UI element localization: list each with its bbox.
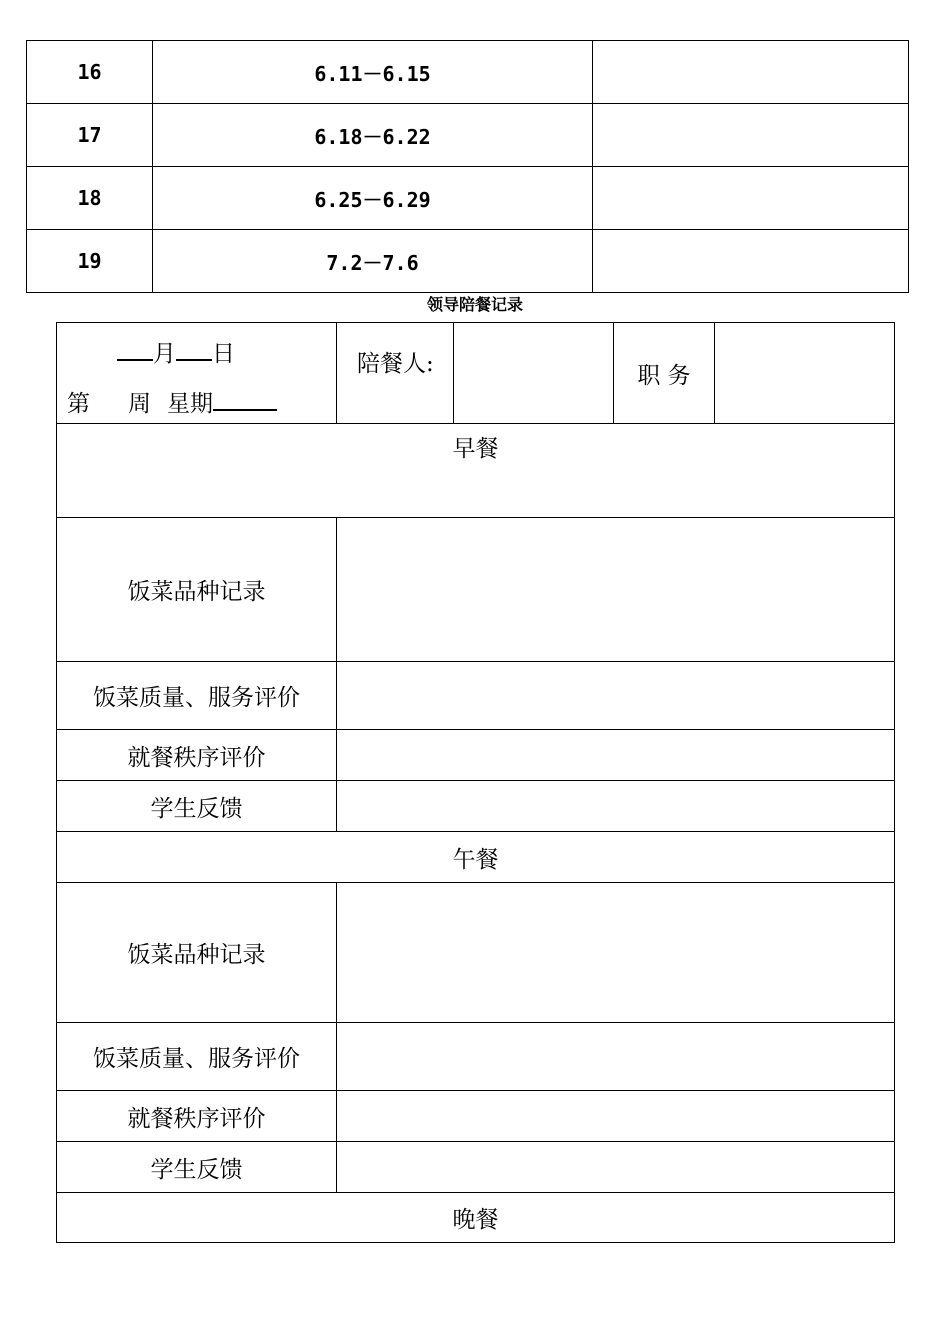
position-field[interactable] <box>715 323 895 424</box>
breakfast-heading: 早餐 <box>57 424 895 518</box>
table-row <box>27 41 909 104</box>
note-cell[interactable] <box>593 230 909 293</box>
breakfast-quality-field[interactable] <box>337 662 895 730</box>
breakfast-row <box>57 424 895 518</box>
weekday-label: 星期 <box>167 391 213 417</box>
feedback-label: 学生反馈 <box>57 1142 337 1193</box>
date-cell[interactable] <box>57 323 337 424</box>
week-suffix: 周 <box>128 391 151 417</box>
quality-label: 饭菜质量、服务评价 <box>57 1023 337 1091</box>
week-prefix: 第 <box>67 391 90 417</box>
table-row <box>57 1091 895 1142</box>
date-range-cell: 6.11－6.15 <box>153 41 593 104</box>
lunch-dishes-field[interactable] <box>337 883 895 1023</box>
table-row <box>57 1023 895 1091</box>
table-row <box>57 730 895 781</box>
schedule-table <box>26 40 909 293</box>
table-row <box>27 167 909 230</box>
table-row <box>57 1142 895 1193</box>
table-row <box>57 662 895 730</box>
date-range-cell: 7.2－7.6 <box>153 230 593 293</box>
note-cell[interactable] <box>593 104 909 167</box>
lunch-quality-field[interactable] <box>337 1023 895 1091</box>
table-row <box>27 104 909 167</box>
breakfast-dishes-field[interactable] <box>337 518 895 662</box>
position-label: 职 务 <box>614 323 715 424</box>
order-label: 就餐秩序评价 <box>57 730 337 781</box>
companion-label: 陪餐人: <box>337 323 454 424</box>
table-row <box>27 230 909 293</box>
date-line <box>117 335 235 368</box>
breakfast-order-field[interactable] <box>337 730 895 781</box>
feedback-label: 学生反馈 <box>57 781 337 832</box>
dinner-heading: 晚餐 <box>57 1193 895 1243</box>
dinner-row <box>57 1193 895 1243</box>
lunch-heading: 午餐 <box>57 832 895 883</box>
table-row <box>57 781 895 832</box>
date-range-cell: 6.18－6.22 <box>153 104 593 167</box>
date-range-cell: 6.25－6.29 <box>153 167 593 230</box>
lunch-feedback-field[interactable] <box>337 1142 895 1193</box>
table-row <box>57 518 895 662</box>
breakfast-feedback-field[interactable] <box>337 781 895 832</box>
week-number-cell: 16 <box>27 41 153 104</box>
week-line <box>67 385 277 418</box>
month-blank[interactable] <box>117 337 153 361</box>
week-number-cell: 18 <box>27 167 153 230</box>
lunch-order-field[interactable] <box>337 1091 895 1142</box>
dishes-label: 饭菜品种记录 <box>57 518 337 662</box>
quality-label: 饭菜质量、服务评价 <box>57 662 337 730</box>
order-label: 就餐秩序评价 <box>57 1091 337 1142</box>
weekday-blank[interactable] <box>213 387 277 411</box>
month-label: 月 <box>153 341 176 367</box>
header-row <box>57 323 895 424</box>
lunch-row <box>57 832 895 883</box>
form-title: 领导陪餐记录 <box>426 295 523 314</box>
dishes-label: 饭菜品种记录 <box>57 883 337 1023</box>
week-number-cell: 17 <box>27 104 153 167</box>
week-number-cell: 19 <box>27 230 153 293</box>
note-cell[interactable] <box>593 41 909 104</box>
meal-record-table <box>56 322 895 1243</box>
day-blank[interactable] <box>176 337 212 361</box>
table-row <box>57 883 895 1023</box>
companion-field[interactable] <box>454 323 614 424</box>
note-cell[interactable] <box>593 167 909 230</box>
day-label: 日 <box>212 341 235 367</box>
